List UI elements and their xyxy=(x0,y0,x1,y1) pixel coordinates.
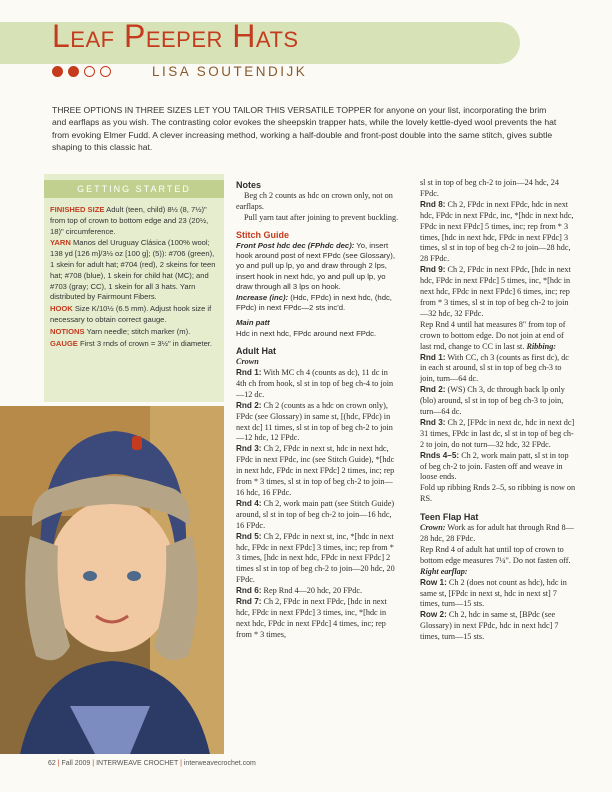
yarn-label: YARN xyxy=(50,238,71,248)
rnd-9 xyxy=(420,265,576,320)
teen-repeat xyxy=(420,545,576,578)
rnd-2 xyxy=(236,401,399,445)
yarn xyxy=(50,238,218,303)
ribbing-rnd-1-label: Rnd 1: xyxy=(420,352,446,362)
ribbing-rnd-2 xyxy=(420,385,576,418)
ribbing-rnd-2-text: (WS) Ch 3, dc through back lp only (blo) around, sl st in top of beg ch-3 to join, turn—64 dc. xyxy=(420,385,565,417)
rnd-3 xyxy=(236,444,399,499)
getting-started-box xyxy=(44,174,224,402)
getting-started-heading: GETTING STARTED xyxy=(44,180,224,198)
crown-label: Crown xyxy=(236,357,259,367)
gauge-text: First 3 rnds of crown = 3½" in diameter. xyxy=(77,338,213,348)
finished-size-text: Adult (teen, child) 8½ (8, 7½)" from top of crown to bottom edge and 23 (20½, 18)" circumference. xyxy=(50,205,209,236)
rnd-2-label: Rnd 2: xyxy=(236,400,262,410)
rnd-1 xyxy=(236,368,399,401)
rnd-8 xyxy=(420,200,576,265)
teen-repeat-text: Rep Rnd 4 of adult hat until top of crown to bottom edge measures 7¼". Do not fasten off. xyxy=(420,544,571,565)
rnd-6-text: Rep Rnd 4—20 hdc, 20 FPdc. xyxy=(261,586,363,596)
stitch-inc-text: (Hdc, FPdc) in next hdc, (hdc, FPdc) in next FPdc—2 sts inc'd. xyxy=(236,292,392,312)
teen-crown-text: Work as for adult hat through Rnd 8—28 hdc, 28 FPdc. xyxy=(420,523,574,543)
difficulty-rating xyxy=(52,66,111,77)
child-hat-photo xyxy=(0,406,224,754)
teen-crown xyxy=(420,523,576,545)
finished-size-label: FINISHED SIZE xyxy=(50,205,105,214)
earflap-row-1-text: Ch 2 (does not count as hdc), hdc in same st, [FPdc in next st, hdc in next st] 7 times, turn—15 sts. xyxy=(420,577,567,609)
right-earflap-label: Right earflap: xyxy=(420,566,468,576)
stitch-inc xyxy=(236,293,399,314)
adult-hat-heading: Adult Hat xyxy=(236,346,276,357)
rnd-4-label: Rnd 4: xyxy=(236,498,262,508)
rnd-5-text: Ch 2, FPdc in next st, inc, *[hdc in next hdc, FPdc in next FPdc] 3 times, inc; rep from * 3 times, [hdc in next hdc, FPdc in next FPdc] 2 times sl st in top of beg ch-2 to join—20 hdc, 20 FPdc. xyxy=(236,531,395,585)
ribbing-rnd-4-5-text: Ch 2, work main patt, sl st in top of beg ch-2 to join. Fasten off and weave in loose ends. xyxy=(420,450,569,482)
intro-paragraph xyxy=(52,104,560,154)
note-2: Pull yarn taut after joining to prevent buckling. xyxy=(244,212,399,222)
difficulty-dot-empty xyxy=(84,66,95,77)
rnd-7-label: Rnd 7: xyxy=(236,597,262,607)
rnd-7 xyxy=(236,597,399,641)
earflap-row-2-label: Row 2: xyxy=(420,610,447,620)
main-patt-label: Main patt xyxy=(236,318,270,328)
ribbing-rnd-3-label: Rnd 3: xyxy=(420,417,446,427)
rnd-3-text: Ch 2, FPdc in next st, hdc in next hdc, FPdc in next FPdc, inc (see Stitch Guide), *[hdc in next hdc, FPdc in next FPdc] 2 times, inc; rep from * 3 times, sl st in top of beg ch-2 to join—16 hdc, 16 FPdc. xyxy=(236,444,395,497)
repeat-text: Rep Rnd 4 until hat measures 8" from top of crown to bottom edge. Do not join at end of last rnd, change to CC in last st. xyxy=(420,319,566,351)
ribbing-rnd-2-label: Rnd 2: xyxy=(420,385,446,395)
earflap-row-2-text: Ch 2, hdc in same st, [BPdc (see Glossary) in next FPdc, hdc in next hdc] 7 times, turn—15 sts. xyxy=(420,610,559,642)
intro-text: for anyone on your list, incorporating the brim and earflaps as you wish. The contrasting color evokes the sheepskin trapper hats, while the lovely kettle-dyed wool prevents the hat from evoking Elmer Fudd. A clever increasing method, working a half-double and front-post double into the same stitch, gives subtle shaping to this classic hat. xyxy=(52,105,557,153)
rnd-9-text: Ch 2, FPdc in next FPdc, [hdc in next hdc, FPdc in next FPdc] 5 times, inc, *[hdc in next hdc, FPdc in next FPdc] 6 times, inc; rep from * 3 times, sl st in top of beg ch-2 to join—32 hdc, 32 FPdc. xyxy=(420,265,571,318)
note-1: Beg ch 2 counts as hdc on crown only, not on earflaps. xyxy=(236,190,393,211)
rnd-6-label: Rnd 6: xyxy=(236,586,262,596)
rnd-5 xyxy=(236,532,399,587)
hook xyxy=(50,304,218,326)
rnd-8-label: Rnd 8: xyxy=(420,199,446,209)
rnd-4-text: Ch 2, work main patt (see Stitch Guide) around, sl st in top of beg ch-2 to join—16 hdc, 16 FPdc. xyxy=(236,498,395,530)
notions xyxy=(50,327,218,338)
repeat-instruction xyxy=(420,320,576,353)
intro-lead: THREE OPTIONS IN THREE SIZES LET YOU TAILOR THIS VERSATILE TOPPER xyxy=(52,105,372,115)
hook-text: Size K/10½ (6.5 mm). Adjust hook size if necessary to obtain correct gauge. xyxy=(50,304,212,324)
issue-date: Fall 2009 xyxy=(61,760,91,767)
gauge-label: GAUGE xyxy=(50,338,78,348)
magazine-url: interweavecrochet.com xyxy=(183,760,256,767)
magazine-name: INTERWEAVE CROCHET xyxy=(96,760,179,767)
main-patt-text: Hdc in next hdc, FPdc around next FPdc. xyxy=(236,328,377,338)
rnd-1-label: Rnd 1: xyxy=(236,368,262,377)
column-middle xyxy=(236,178,399,641)
rnd-4 xyxy=(236,499,399,532)
author-name: LISA SOUTENDIJK xyxy=(152,64,308,79)
earflap-row-2 xyxy=(420,610,576,643)
rnd-8-text: Ch 2, FPdc in next FPdc, hdc in next hdc, FPdc in next FPdc, inc, *[hdc in next hdc, FPdc in next FPdc] 5 times, inc; rep from * 3 times, [hdc in next hdc, FPdc in next FPdc] 3 times, sl st in top of beg ch-2 to join—28 hdc, 28 FPdc. xyxy=(420,199,574,264)
earflap-row-1-label: Row 1: xyxy=(420,577,447,587)
rnd-2-text: Ch 2 (counts as a hdc on crown only), FPdc (see Glossary) in same st, [(hdc, FPdc) in next dc] 11 times, sl st in top of beg ch-2 to join—12 hdc, 12 FPdc. xyxy=(236,400,393,443)
earflap-row-1 xyxy=(420,578,576,611)
ribbing-rnd-1 xyxy=(420,353,576,386)
page-footer: 62 | Fall 2009 | INTERWEAVE CROCHET | interweavecrochet.com xyxy=(48,760,256,767)
ribbing-rnd-4-5 xyxy=(420,451,576,484)
column-right xyxy=(420,178,576,643)
rnd-7-text: Ch 2, FPdc in next FPdc, [hdc in next hdc, FPdc in next FPdc] 3 times, inc, *[hdc in next hdc, FPdc in next FPdc] 4 times, inc; rep from * 3 times, xyxy=(236,597,387,639)
notes-heading: Notes xyxy=(236,180,262,190)
rnd-9-label: Rnd 9: xyxy=(420,265,446,275)
child-photo-illustration xyxy=(0,406,224,754)
rnd-3-label: Rnd 3: xyxy=(236,444,262,454)
hook-label: HOOK xyxy=(50,304,73,314)
rnd-6 xyxy=(236,586,399,597)
difficulty-dot-filled xyxy=(68,66,79,77)
ribbing-label: Ribbing: xyxy=(526,341,557,351)
fold-instruction: Fold up ribbing Rnds 2–5, so ribbing is now on RS. xyxy=(420,483,576,504)
teen-hat-heading: Teen Flap Hat xyxy=(420,512,479,523)
ribbing-rnd-4-5-label: Rnds 4–5: xyxy=(420,450,460,460)
ribbing-rnd-3 xyxy=(420,418,576,451)
notions-label: NOTIONS xyxy=(50,326,85,336)
stitch-fphdc xyxy=(236,241,399,293)
ribbing-rnd-3-text: Ch 2, [FPdc in next dc, hdc in next dc] 31 times, FPdc in last dc, sl st in top of beg ch-2 to join, do not turn—32 hdc, 32 FPdc. xyxy=(420,417,575,449)
rnd-5-label: Rnd 5: xyxy=(236,531,262,541)
stitch-inc-label: Increase (inc): xyxy=(236,292,289,302)
notions-text: Yarn needle; stitch marker (m). xyxy=(84,326,191,336)
page-number: 62 xyxy=(48,760,56,767)
gauge xyxy=(50,339,218,350)
finished-size xyxy=(50,205,218,237)
ribbing-rnd-1-text: With CC, ch 3 (counts as first dc), dc in each st around, sl st in top of beg ch-3 to join, turn—64 dc. xyxy=(420,352,569,384)
teen-crown-label: Crown: xyxy=(420,523,446,533)
difficulty-dot-filled xyxy=(52,66,63,77)
stitch-guide-heading: Stitch Guide xyxy=(236,229,290,240)
page-title: Leaf Peeper Hats xyxy=(52,18,299,54)
rnd-7-continued: sl st in top of beg ch-2 to join—24 hdc, 24 FPdc. xyxy=(420,178,559,198)
difficulty-dot-empty xyxy=(100,66,111,77)
rnd-1-text: With MC ch 4 (counts as dc), 11 dc in 4th ch from hook, sl st in top of beg ch-4 to join—12 dc. xyxy=(236,368,394,399)
stitch-fphdc-text: Yo, insert hook around post of next FPdc (see Glossary), yo and pull up lp, yo and draw through 2 lps, insert hook in next hdc, yo and pull up lp, yo draw through all 3 lps on hook. xyxy=(236,240,395,292)
yarn-text: Manos del Uruguay Clásica (100% wool; 138 yd [126 m]/3½ oz [100 g]; (5)): #706 (green), 1 skein for adult hat; #704 (red), 2 skeins for teen hat; #708 (blue), 1 skein for child hat (MC); and #703 (gray; CC), 1 skein for all 3 hats. Yarn distributed by Fairmount Fibers. xyxy=(50,238,216,302)
stitch-fphdc-label: Front Post hdc dec (FPhdc dec): xyxy=(236,240,355,250)
